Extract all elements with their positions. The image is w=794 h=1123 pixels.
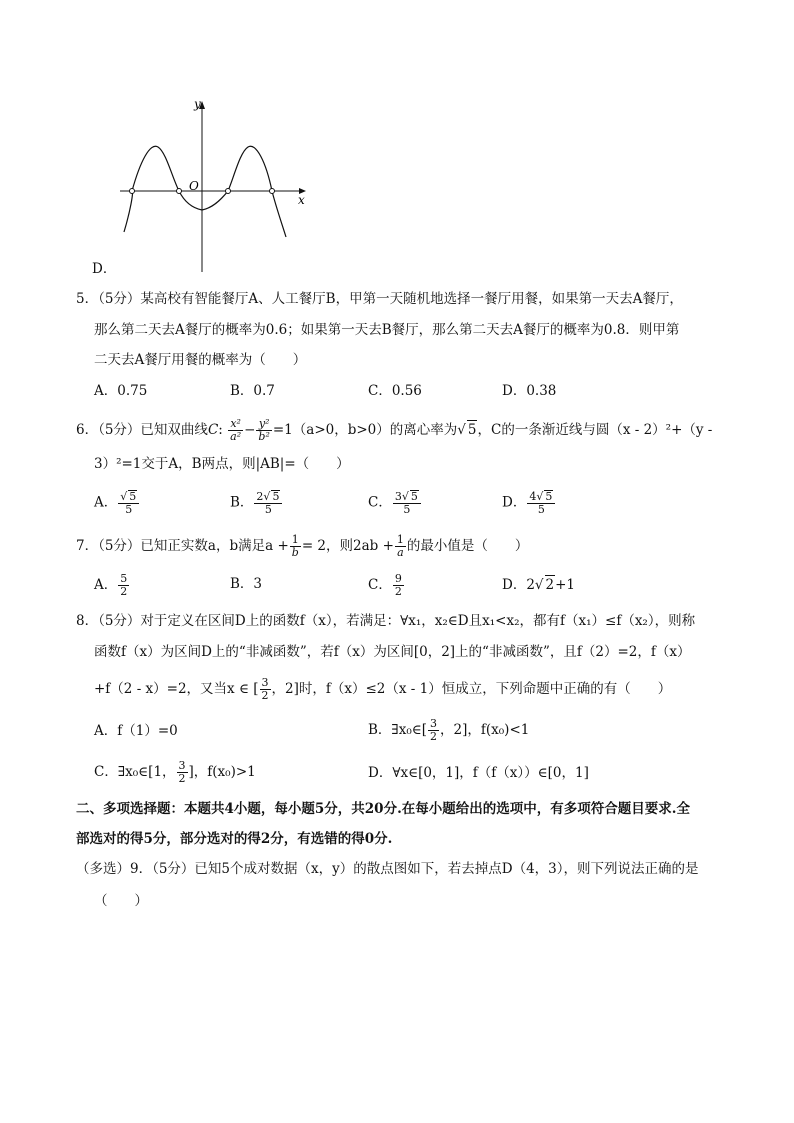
- q9-line2: （ ）: [94, 893, 148, 909]
- q8-line2: 函数f（x）为区间D上的“非减函数”，若f（x）为区间[0，2]上的“非减函数”，且f（2）=2，f（x）: [94, 644, 691, 660]
- origin-label: O: [189, 179, 199, 193]
- q5-option-d: D．0.38: [502, 383, 557, 399]
- q8-option-c: C．∃x₀∈[1， $\frac{3}{2}$ ]，f(x₀)>1: [94, 759, 256, 785]
- q6-fraction-x: $\frac{\text{x²}}{\text{a²}}$: [230, 417, 242, 443]
- q5-option-a: A．0.75: [94, 383, 148, 399]
- q6-fraction-y: $\frac{\text{y²}}{\text{b²}}$: [258, 417, 270, 443]
- zero-point: [177, 189, 182, 194]
- q7-option-d: D．2√ 2+1: [502, 577, 576, 593]
- section2-line1: 二、多项选择题：本题共4小题，每小题5分，共20分.在每小题给出的选项中，有多项符合题目要求.全: [76, 801, 690, 817]
- q6-curve-name: C: [207, 422, 219, 438]
- section2-line2: 部选对的得5分，部分选对的得2分，有选错的得0分.: [76, 831, 393, 847]
- q6-mid: =1（a>0，b>0）的离心率为: [272, 422, 458, 438]
- zero-point: [226, 189, 231, 194]
- q5-line3: 二天去A餐厅用餐的概率为（ ）: [94, 352, 307, 368]
- q8-option-a: A．f（1）=0: [94, 723, 178, 739]
- zero-point: [130, 189, 135, 194]
- q8-option-b: B．∃x₀∈[ $\frac{3}{2}$ ，2]，f(x₀)<1: [368, 717, 530, 743]
- q6-option-c: C． $\frac{3√ 5}{5}$: [368, 490, 422, 516]
- q6-option-a: A． $\frac{√ 5}{5}$: [94, 490, 140, 516]
- q6-tail: ，C的一条渐近线与圆（x - 2）²+（y -: [477, 422, 713, 438]
- q7-line1: 7．（5分）已知正实数a，b满足a + $\frac{1}{b}$ = 2，则2ab + $\frac{1}{a}$ 的最小值是（ ）: [76, 533, 529, 559]
- option-d-label: D．: [92, 261, 117, 277]
- q6-prefix: 6．（5分）已知双曲线: [76, 422, 208, 438]
- q9-line1: （多选）9．（5分）已知5个成对数据（x，y）的散点图如下，若去掉点D（4，3），则下列说法正确的是: [76, 861, 699, 877]
- x-axis-label: x: [298, 193, 305, 207]
- q6-colon: :: [218, 422, 223, 438]
- function-graph: [110, 92, 310, 274]
- q6-line2: 3）²=1交于A，B两点，则|AB|=（ ）: [94, 456, 350, 472]
- q6-option-d: D． $\frac{4√ 5}{5}$: [502, 490, 556, 516]
- q6-root5: 5: [467, 422, 477, 438]
- zero-point: [270, 189, 275, 194]
- y-axis-label: y: [194, 97, 201, 111]
- q7-option-b: B．3: [230, 576, 263, 592]
- q8-line3: +f（2 - x）=2，又当x ∈ [ $\frac{3}{2}$ ，2]时，f（x）≤2（x - 1）恒成立，下列命题中正确的有（ ）: [94, 676, 672, 702]
- q6-line1: 6．（5分）已知双曲线C: $\frac{\text{x²}}{\text{a²}}$ − $\frac{\text{y²}}{\text{b²}}$ =1（a>0，b>0）的离心率为√ 5，C的一条渐近线与圆（x - 2）²+（y -: [76, 417, 713, 443]
- q7-option-c: C． $\frac{9}{2}$: [368, 572, 402, 598]
- q7-option-a: A． $\frac{5}{2}$: [94, 572, 128, 598]
- q5-option-c: C．0.56: [368, 383, 422, 399]
- q5-option-b: B．0.7: [230, 383, 275, 399]
- q6-option-b: B． $\frac{2√ 5}{5}$: [230, 490, 283, 516]
- q5-line1: 5．（5分）某高校有智能餐厅A、人工餐厅B，甲第一天随机地选择一餐厅用餐，如果第一天去A餐厅，: [76, 291, 683, 307]
- q5-line2: 那么第二天去A餐厅的概率为0.6；如果第一天去B餐厅，那么第二天去A餐厅的概率为0.8．则甲第: [94, 322, 680, 338]
- q8-option-d: D．∀x∈[0，1]，f（f（x））∈[0，1]: [368, 765, 589, 781]
- q8-line1: 8．（5分）对于定义在区间D上的函数f（x），若满足：∀x₁，x₂∈D且x₁<x₂，都有f（x₁）≤f（x₂），则称: [76, 613, 696, 629]
